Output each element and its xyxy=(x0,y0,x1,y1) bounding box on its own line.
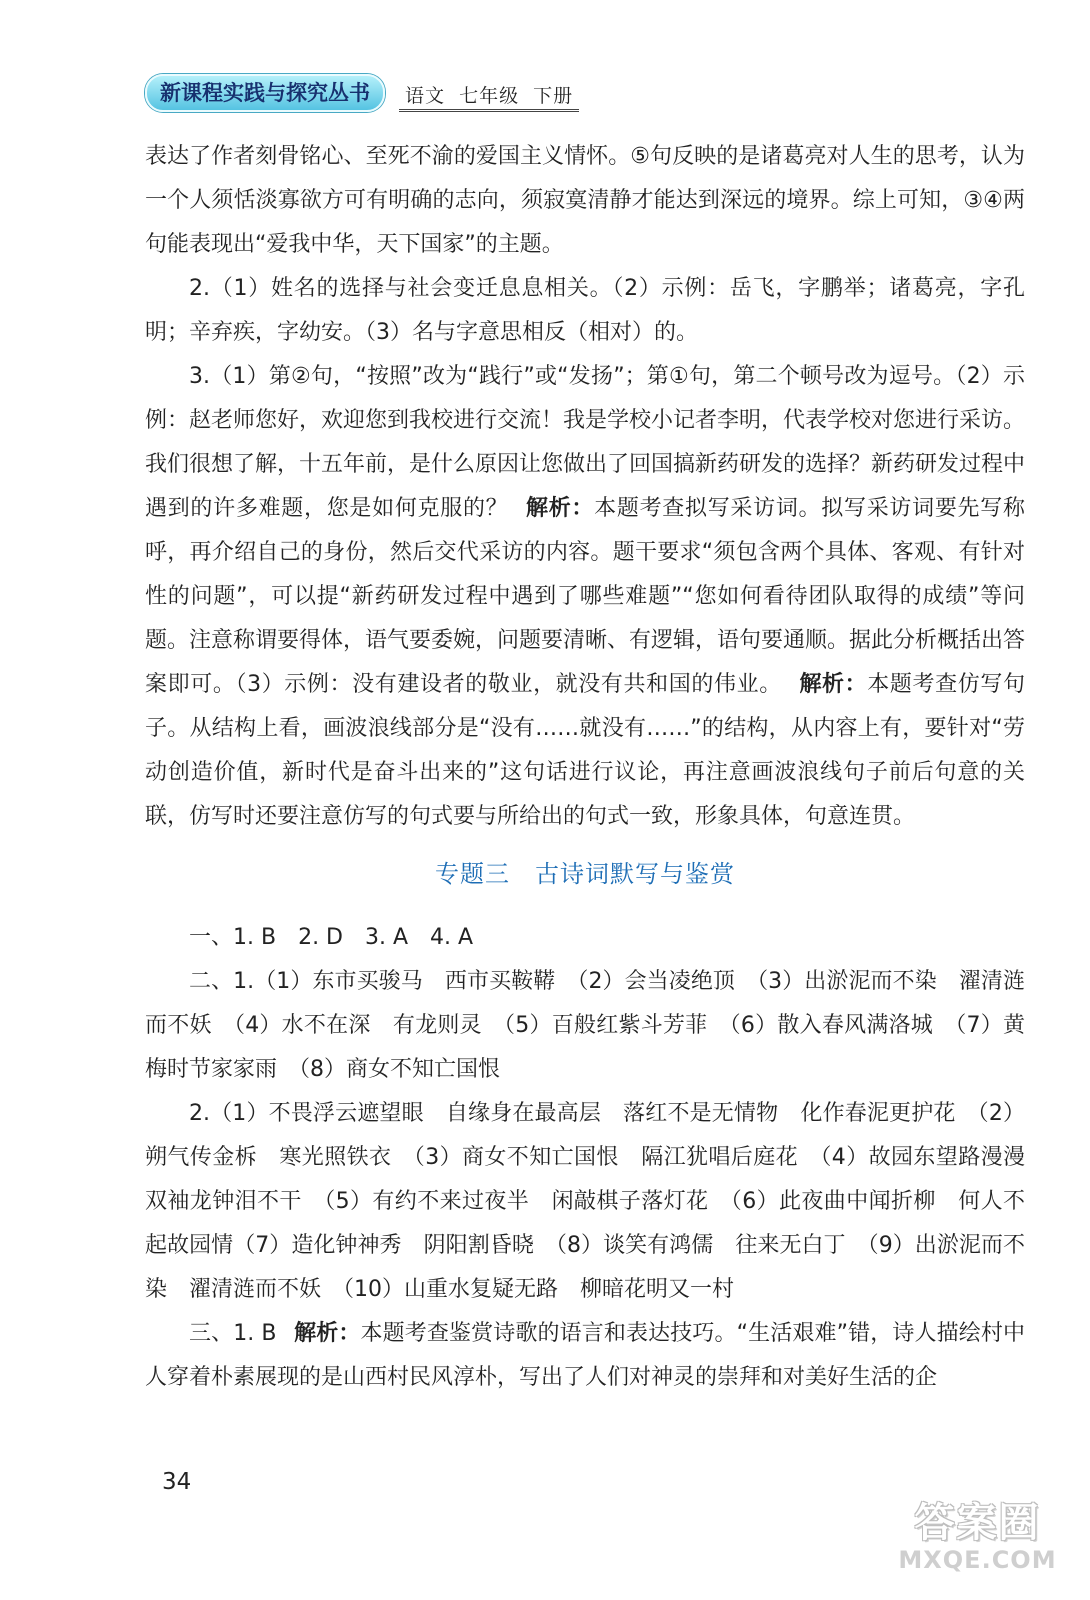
section-title: 专题三 古诗词默写与鉴赏 xyxy=(435,860,735,888)
paragraph-continuation: 表达了作者刻骨铭心、至死不渝的爱国主义情怀。⑤句反映的是诸葛亮对人生的思考，认为一个人须恬淡寡欲方可有明确的志向，须寂寞清静才能达到深远的境界。综上可知，③④两句能表现出“爱我中华，天下国家”的主题。 xyxy=(145,144,1025,257)
answer-2: 2.（1）姓名的选择与社会变迁息息相关。（2）示例：岳飞，字鹏举；诸葛亮，字孔明；辛弃疾，字幼安。（3）名与字意思相反（相对）的。 xyxy=(145,276,1025,345)
answer-3 xyxy=(145,355,1025,839)
section-answer-3 xyxy=(145,1312,1025,1400)
page-header xyxy=(145,74,579,112)
page-content xyxy=(145,135,1048,1400)
watermark-logo-text: 答案圈 xyxy=(914,1500,1041,1546)
section-answer-2-2: 2.（1）不畏浮云遮望眼 自缘身在最高层 落红不是无情物 化作春泥更护花 （2）朔气传金柝 寒光照铁衣 （3）商女不知亡国恨 隔江犹唱后庭花 （4）故园东望路漫漫 双袖龙钟泪不干 （5）有约不来过夜半 闲敲棋子落灯花 （6）此夜曲中闻折柳 何人不起故园情（7）造化钟神秀 阴阳割昏晓 （8）谈笑有鸿儒 往来无白丁 （9）出淤泥而不染 濯清涟而不妖 （10）山重水复疑无路 柳暗花明又一村 xyxy=(145,1101,1048,1302)
section-answer-3-text: 本题考查鉴赏诗歌的语言和表达技巧。“生活艰难”错，诗人描绘村中人穿着朴素展现的是山西村民风淳朴，写出了人们对神灵的崇拜和对美好生活的企 xyxy=(145,1321,1025,1390)
page-number: 34 xyxy=(162,1469,192,1495)
analysis-label: 解析： xyxy=(526,496,595,521)
answer-3-part2: 本题考查拟写采访词。拟写采访词要先写称呼，再介绍自己的身份，然后交代采访的内容。题干要求“须包含两个具体、客观、有针对性的问题”，可以提“新药研发过程中遇到了哪些难题”“您如何看待团队取得的成绩”等问题。注意称谓要得体，语气要委婉，问题要清晰、有逻辑，语句要通顺。据此分析概括出答案即可。（3）示例：没有建设者的敬业，就没有共和国的伟业。 xyxy=(145,496,1026,697)
answer-3-part3: 本题考查仿写句子。从结构上看，画波浪线部分是“没有……就没有……”的结构，从内容上有，要针对“劳动创造价值，新时代是奋斗出来的”这句话进行议论，再注意画波浪线句子前后句意的关联，仿写时还要注意仿写的句式要与所给出的句式一致，形象具体，句意连贯。 xyxy=(145,672,1025,829)
watermark-site: MXQE.COM xyxy=(898,1546,1057,1574)
book-info: 语文 七年级 下册 xyxy=(399,81,579,112)
section-answer-2-1: 二、1.（1）东市买骏马 西市买鞍鞯 （2）会当凌绝顶 （3）出淤泥而不染 濯清涟而不妖 （4）水不在深 有龙则灵 （5）百般红紫斗芳菲 （6）散入春风满洛城 （7）黄梅时节家家雨 （8）商女不知亡国恨 xyxy=(145,969,1025,1082)
analysis-label: 解析： xyxy=(294,1321,361,1346)
section-answer-1: 一、1. B 2. D 3. A 4. A xyxy=(189,925,474,950)
watermark-logo xyxy=(895,1500,1060,1574)
section-answer-3-choice: 三、1. B xyxy=(189,1321,277,1346)
analysis-label: 解析： xyxy=(799,672,868,697)
answer-3-part1: 3.（1）第②句，“按照”改为“践行”或“发扬”；第①句，第二个顿号改为逗号。（2）示例：赵老师您好，欢迎您到我校进行交流！我是学校小记者李明，代表学校对您进行采访。我们很想了解，十五年前，是什么原因让您做出了回国搞新药研发的选择？新药研发过程中遇到的许多难题，您是如何克服的？ xyxy=(145,364,1026,521)
series-title-badge: 新课程实践与探究丛书 xyxy=(145,74,385,112)
